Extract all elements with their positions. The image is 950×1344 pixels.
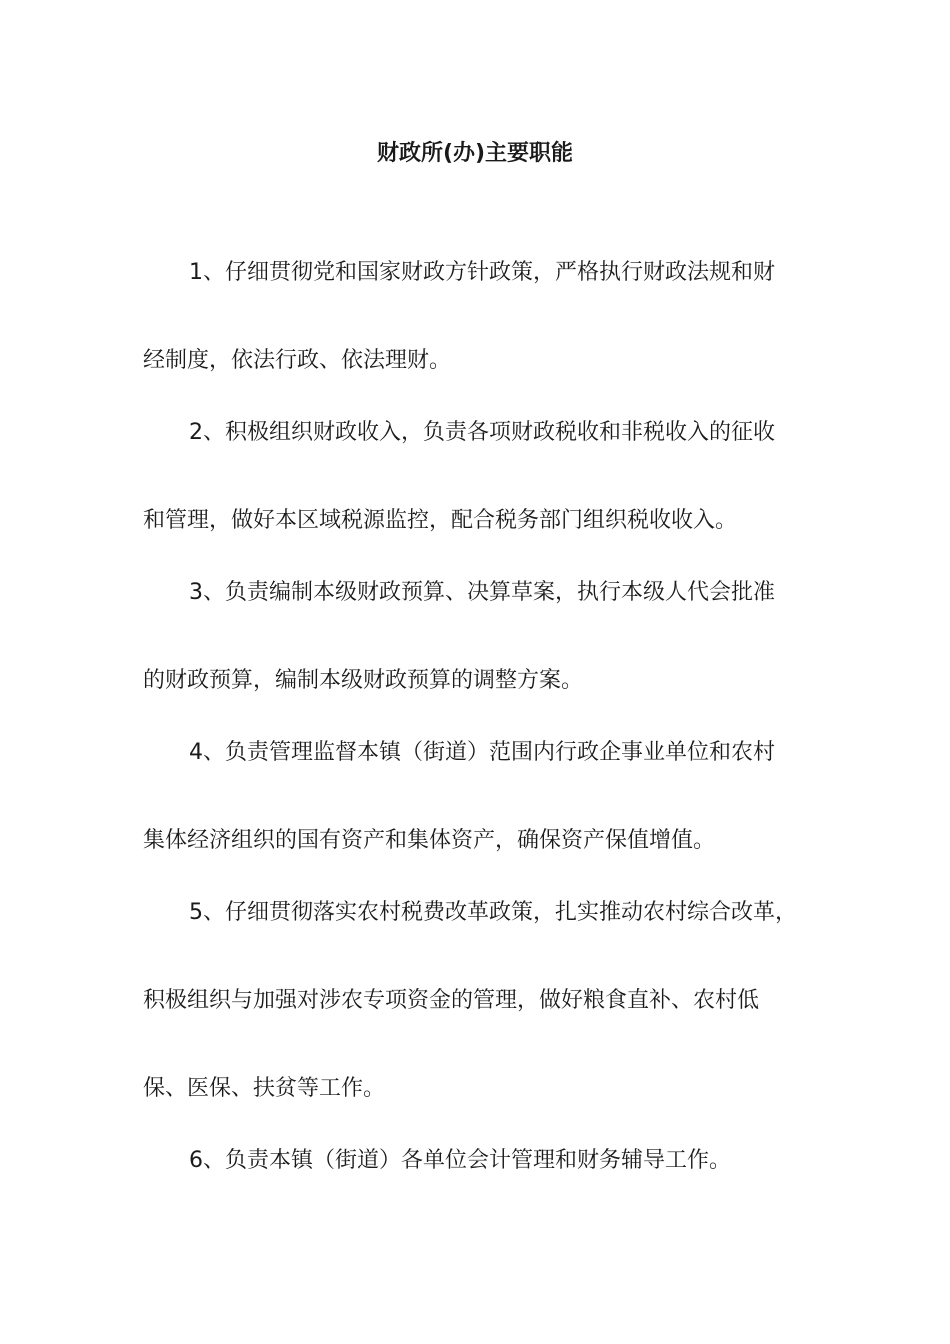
paragraph-2-line-1: 2、积极组织财政收入，负责各项财政税收和非税收入的征收 (189, 420, 775, 445)
paragraph-6-line-1: 6、负责本镇（街道）各单位会计管理和财务辅导工作。 (189, 1148, 731, 1173)
paragraph-2-line-2: 和管理，做好本区域税源监控，配合税务部门组织税收收入。 (143, 508, 738, 533)
paragraph-3-line-1: 3、负责编制本级财政预算、决算草案，执行本级人代会批准 (189, 580, 775, 605)
paragraph-1-line-1: 1、仔细贯彻党和国家财政方针政策，严格执行财政法规和财 (189, 260, 775, 285)
paragraph-3-line-2: 的财政预算，编制本级财政预算的调整方案。 (143, 668, 584, 693)
paragraph-5-line-3: 保、医保、扶贫等工作。 (143, 1076, 386, 1101)
paragraph-5-line-1: 5、仔细贯彻落实农村税费改革政策，扎实推动农村综合改革， (189, 900, 797, 925)
paragraph-1-line-2: 经制度，依法行政、依法理财。 (143, 348, 452, 373)
paragraph-4-line-2: 集体经济组织的国有资产和集体资产，确保资产保值增值。 (143, 828, 716, 853)
page-title: 财政所(办)主要职能 (376, 141, 574, 166)
paragraph-4-line-1: 4、负责管理监督本镇（街道）范围内行政企事业单位和农村 (189, 740, 775, 765)
paragraph-5-line-2: 积极组织与加强对涉农专项资金的管理，做好粮食直补、农村低 (143, 988, 760, 1013)
